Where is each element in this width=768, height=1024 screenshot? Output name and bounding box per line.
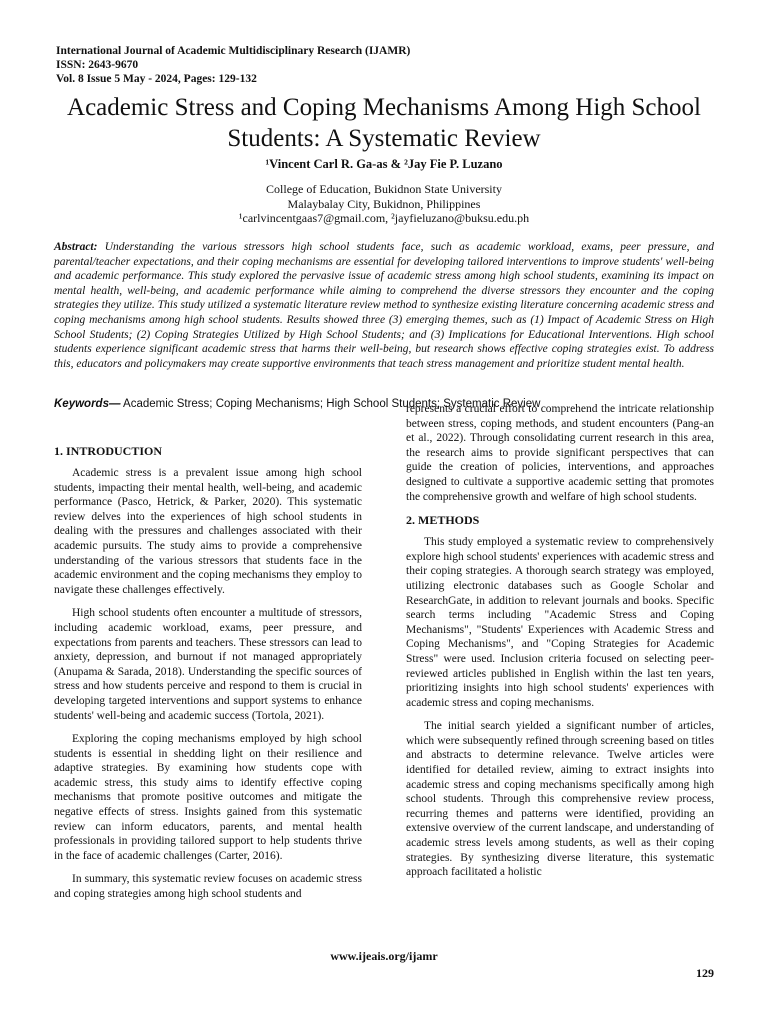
- affiliation-block: [0, 182, 768, 226]
- keywords-text: Academic Stress; Coping Mechanisms; High School Students; Systematic Review: [120, 398, 541, 410]
- keywords-label: Keywords—: [54, 398, 121, 410]
- affiliation-institution: College of Education, Bukidnon State University: [266, 182, 502, 196]
- intro-number: 1. I: [54, 444, 71, 458]
- journal-issn: ISSN: 2643-9670: [56, 59, 139, 71]
- section-heading-methods: 2. METHODS: [406, 513, 480, 528]
- intro-paragraph-3: Exploring the coping mechanisms employed by high school students is essential in shedding light on their resilience and adaptive strategies. By examining how students cope with academic stress, this study aims to identify effective coping mechanisms that promote positive outcomes and mitigate the negative effects of stress. Insights gained from this systematic review can inform educators, parents, and mental health professionals in providing tailored support to help students thrive in the face of academic challenges (Carter, 2016).: [54, 733, 362, 862]
- author-emails: ¹carlvincentgaas7@gmail.com, ²jayfieluzano@buksu.edu.ph: [238, 211, 530, 225]
- journal-name: International Journal of Academic Multidisciplinary Research (IJAMR): [56, 45, 411, 57]
- section-heading-introduction: [54, 444, 362, 458]
- intro-paragraph-4-continued: represents a crucial effort to comprehend the intricate relationship between stress, coping methods, and student encounters (Pang-an et al., 2022). Through consolidating current research in this area, the research aims to provide significant perspectives that can guide the creation of policies, interventions, and approaches designed to cultivate a supportive academic setting that promotes the comprehensive growth and welfare of high school students.: [406, 403, 714, 503]
- methods-paragraph-1: This study employed a systematic review to comprehensively explore high school students' experiences with academic stress and their coping strategies. A thorough search strategy was employed, utilizing electronic databases such as Google Scholar and ResearchGate, in addition to relevant journals and books. Specific search terms including "Academic Stress and Coping Mechanisms", "Students' Experiences with Academic Stress and Coping Mechanisms", and "Coping Strategies for Academic Stress" were used. Inclusion criteria focused on selecting peer-reviewed articles published in English within the last ten years, prioritizing insights into high school students' experiences with academic stress and coping mechanisms.: [406, 536, 715, 709]
- methods-paragraph-2: The initial search yielded a significant number of articles, which were subsequently refined through screening based on titles and abstracts to determine relevance. Twelve articles were identified for detailed review, aiming to extract insights into academic stress and coping mechanisms specifically among high school students. Through this comprehensive review process, recurring themes and patterns were identified, providing an extensive overview of the current landscape, and understanding of academic stress levels among students, as well as their coping strategies. By synthesizing diverse literature, this systematic approach facilitated a holistic: [406, 720, 714, 879]
- footer-url: www.ijeais.org/ijamr: [330, 949, 438, 963]
- intro-title: NTRODUCTION: [70, 444, 163, 458]
- right-column: [406, 402, 714, 889]
- paper-authors: ¹Vincent Carl R. Ga-as & ²Jay Fie P. Luzano: [265, 157, 503, 171]
- affiliation-location: Malaybalay City, Bukidnon, Philippines: [287, 196, 481, 211]
- abstract-label: Abstract:: [54, 241, 98, 253]
- paper-title: Academic Stress and Coping Mechanisms Among High School Students: A Systematic Review: [67, 94, 701, 152]
- page-number: 129: [696, 966, 714, 980]
- intro-paragraph-4: In summary, this systematic review focuses on academic stress and coping strategies among high school students and: [54, 873, 362, 901]
- intro-paragraph-1: Academic stress is a prevalent issue among high school students, impacting their mental health, well-being, and academic performance (Pasco, Hetrick, & Parker, 2020). This systematic review delves into the experiences of high school students in dealing with the pressures and challenges associated with their academic pursuits. The study aims to provide a comprehensive understanding of the various stressors that students face in the academic environment and the coping mechanisms they employ to navigate these challenges effectively.: [54, 467, 362, 596]
- intro-paragraph-2: High school students often encounter a multitude of stressors, including academic workload, exams, peer pressure, and expectations from parents and teachers. These stressors can lead to anxiety, depression, and burnout if not managed appropriately (Anupama & Sarada, 2018). Understanding the specific sources of stress and how students perceive and respond to them is crucial in developing targeted interventions and support systems to enhance students' well-being and academic success (Tortola, 2021).: [54, 607, 362, 722]
- abstract-text: Understanding the various stressors high school students face, such as academic workload, exams, peer pressure, and parental/teacher expectations, and their coping mechanisms are essential for developing tailored interventions to improve students' well-being and academic performance. This study explored the pervasive issue of academic stress among high school students, examining its impact on mental health, well-being, and academic performance while aiming to comprehend the diverse stressors they encounter and the coping strategies they utilize. This study utilized a systematic literature review method to synthesize existing literature concerning academic stress and coping mechanisms among high school students. Results showed three (3) emerging themes, such as (1) Impact of Academic Stress on High School Students; (2) Coping Strategies Utilized by High School Students; and (3) Implications for Educational Interventions. High school students experience significant academic stress that harms their well-being, but research shows effective coping strategies exist. To address this, educators and policymakers may create supportive environments that teach stress management and prioritize student mental health.: [54, 241, 714, 370]
- abstract: [54, 240, 714, 371]
- left-column: [54, 442, 362, 911]
- journal-volume: Vol. 8 Issue 5 May - 2024, Pages: 129-132: [56, 73, 257, 85]
- journal-header: [56, 44, 410, 86]
